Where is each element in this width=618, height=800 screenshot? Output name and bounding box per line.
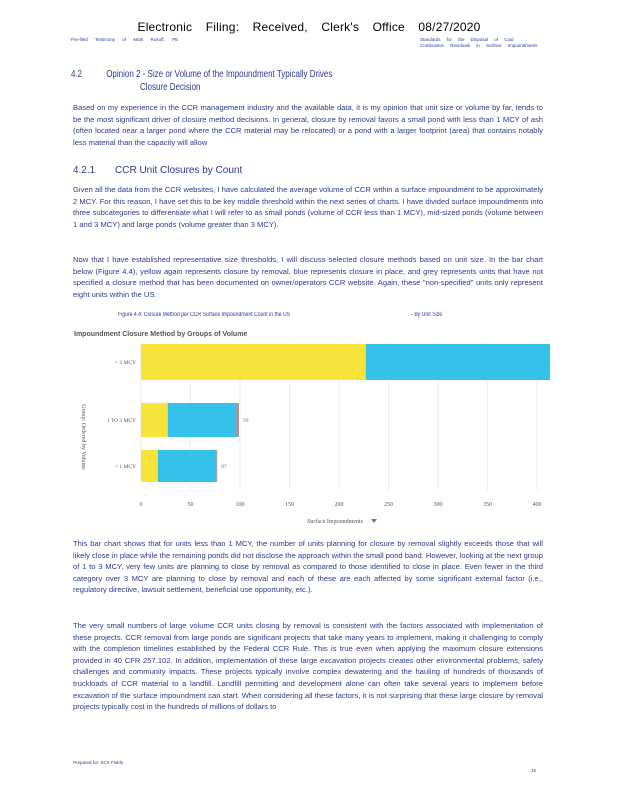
- chart-y-axis-label: Group: Ordered by Volume: [80, 404, 86, 470]
- standards-subtitle: Standards for the Disposal of Coal Combustion Residuals in Surface Impoundments: [420, 37, 538, 48]
- paragraph-1: Based on my experience in the CCR management industry and the available data, it is my opinion that unit size or volume by far, tends to be the most significant driver of closure method decisions. In general, closure by removal favors a small pond with less than 1 MCY of ash (often located near a larger pond where the CCR material may be relocated) or a pond with a larger footprint (area) that contains notably less material than the capacity will allow: [73, 103, 543, 147]
- x-tick-label: 0: [139, 502, 143, 508]
- category-label: < 1 MCY: [114, 464, 136, 470]
- bar-total-label: 99: [243, 418, 249, 424]
- footer-prepared-for: Prepared for: SCS Fields: [73, 760, 124, 765]
- closure-bar-chart: [70, 340, 550, 530]
- filing-header: Electronic Filing: Received, Clerk's Office 08/27/2020: [137, 20, 481, 34]
- section-number: 4.2: [71, 69, 83, 80]
- page-number: 15: [531, 768, 537, 773]
- x-tick-label: 300: [433, 502, 443, 508]
- x-tick-label: 350: [483, 502, 492, 508]
- subsection-number: 4.2.1: [73, 165, 96, 176]
- bar-segment-not_specified: [216, 450, 217, 482]
- x-tick-label: 150: [285, 502, 294, 508]
- paragraph-3: Now that I have established representative size thresholds, I will discuss selected closure methods based on unit size. In the bar chart below (Figure 4.4), yellow again represents closure by removal, blue represents closure in place, and grey represents units that have not specified a closure method that has been documented on owner/operators CCR website. Again, these "non-specified" units only represent eight units within the US.: [73, 255, 543, 299]
- category-label: 1 TO 3 MCY: [106, 418, 136, 424]
- subsection-title: CCR Unit Closures by Count: [115, 165, 243, 176]
- chevron-down-icon[interactable]: [371, 519, 377, 523]
- bar-total-label: 87: [221, 464, 227, 470]
- bar-segment-removal: [141, 344, 366, 380]
- category-label: > 3 MCY: [114, 360, 136, 366]
- testimony-subtitle: Pre-filed Testimony of Mark Rokoff, PE: [71, 37, 179, 42]
- x-tick-label: 100: [235, 502, 245, 508]
- section-4-2-heading: [71, 69, 332, 80]
- paragraph-4: This bar chart shows that for units less than 1 MCY, the number of units planning for closure by removal slightly exceeds those that will likely close in place while the remaining ponds did not disclose the approach within the small pond band. However, looking at the next group of 1 to 3 MCY, very few units are planning to close by removal as compared to those identified to close in place. Even fewer in the third category over 3 MCY are planning to close by removal and each of these are each affected by some significant external factor (i.e., regulatory directive, lawsuit settlement, beneficial use opportunity, etc.).: [73, 539, 543, 595]
- chart-x-axis-label: Surface Impoundments: [307, 519, 363, 525]
- bar-segment-in_place: [158, 450, 216, 482]
- chart-x-tick-labels: [140, 502, 542, 508]
- x-tick-label: 400: [532, 502, 542, 508]
- bar-segment-in_place: [366, 344, 550, 380]
- figure-caption-suffix: - By Unit Size: [411, 312, 443, 318]
- figure-caption-text: Figure 4.4: Closure Method per CCR Surface Impoundment Count in the US: [118, 312, 291, 318]
- x-tick-label: 250: [384, 502, 393, 508]
- section-title-line2: Closure Decision: [140, 82, 201, 93]
- bar-segment-not_specified: [235, 403, 239, 437]
- bar-segment-in_place: [168, 403, 235, 437]
- section-4-2-1-heading: [73, 165, 242, 176]
- x-tick-label: 50: [187, 502, 194, 508]
- chart-title: Impoundment Closure Method by Groups of Volume: [74, 331, 248, 338]
- paragraph-2: Given all the data from the CCR websites, I have calculated the average volume of CCR within a surface impoundment to be approximately 2 MCY. For this reason, I have set this to be key middle threshold within the next series of charts. I have divided surface impoundments into three subcategories to differentiate what I will refer to as small ponds (volume of CCR less than 1 MCY), mid-sized ponds (volume between 1 and 3 MCY) and large ponds (volume greater than 3 MCY).: [73, 185, 543, 229]
- x-tick-label: 200: [334, 502, 344, 508]
- figure-caption: [118, 312, 443, 318]
- bar-segment-removal: [141, 450, 158, 482]
- chart-category-labels: [107, 360, 136, 470]
- chart-bars: [141, 344, 550, 482]
- bar-segment-removal: [141, 403, 168, 437]
- section-title-line1: Opinion 2 - Size or Volume of the Impoundment Typically Drives: [106, 69, 333, 80]
- paragraph-5: The very small numbers of large volume CCR units closing by removal is consistent with the factors associated with implementation of these projects. CCR removal from large ponds are significant projects that take many years to implement, making it challenging to comply with the completion timelines established by the Federal CCR Rule. This is true even when applying the maximum closure extensions provided in 40 CFR 257.102. In addition, implementation of these large excavation projects creates other environmental problems, safety challenges and community impacts. These projects typically involve complex dewatering and the hauling of hundreds of thousands of truckloads of CCR material to a landfill. Landfill permitting and development alone can often take several years to implement before excavation of the surface impoundment can start. When considering all these factors, it is not surprising that these large closure by removal projects typically cost in the hundreds of millions of dollars to: [73, 621, 543, 712]
